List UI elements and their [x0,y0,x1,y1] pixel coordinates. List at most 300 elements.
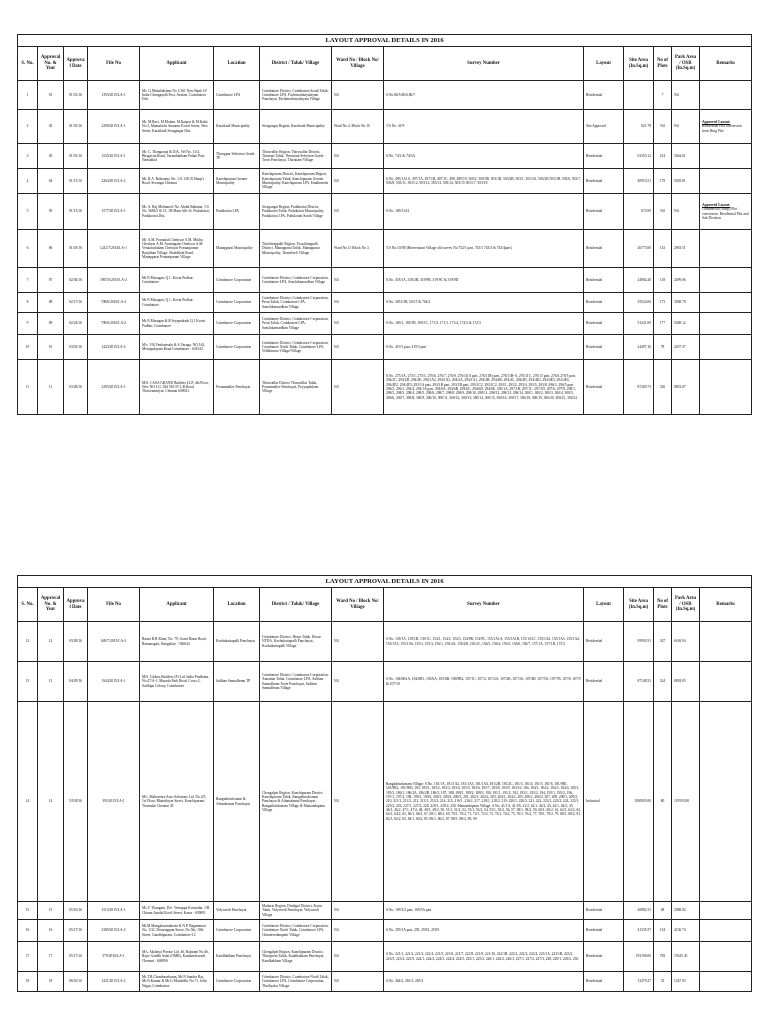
cell-layout: Residential [584,662,624,702]
cell-ward: Nil [332,144,384,169]
cell-plots: Nil [654,194,672,230]
cell-layout: Residential [584,335,624,360]
cell-park: 8818.05 [672,662,700,702]
cell-applicant: Mr. C. Thangaraja & D.K. Vel No. 11/4, Bhagavan Road, Varambakkam Palani Post, Namakkal [140,144,214,169]
cell-site: 87209.73 [624,360,654,415]
cell-layout: Residential [584,313,624,335]
cell-sno: 18 [18,972,38,992]
cell-applicant: Mr.N.Murugan, Q.1. Kovai Pudhur, Coimbatore [140,293,214,313]
cell-district: Coimbatore District, Coimbatore North Taluk, Coimbatore LPA, Coimbatore Corporation, Thudiyalur Village [260,972,332,992]
column-header: Park Area / OSR (In.Sq.m) [672,588,700,622]
cell-file: 2264/2015/LA-2 [88,169,140,194]
cell-applicant: Mr. R.A. Balusamy No. 1/A 138, B.Sharp's Road, Sivangai Chennai [140,169,214,194]
cell-file: 579/2016/LA-1 [88,942,140,972]
cell-remarks [700,230,752,268]
column-header: S. No. [18,588,38,622]
cell-appr: 16 [38,920,64,942]
cell-survey: S.No. 495/1A1A, 497/1A, 497/1B, 497/1C, 498, 499/19, 500/2, 500/3B, 503/1B, 503/2B, 503/1, 503/2A, 503/2B 503/3B, 503/6, 503/7, 503/8, 503/11, 503/12, 503/12, 503/13, 503/14, 503/15 503/17, 503/18 [384,169,584,194]
cell-sno: 13 [18,662,38,702]
cell-appr: 08 [38,293,64,313]
cell-survey: T.S No. 41/9 [384,110,584,144]
table-title: LAYOUT APPROVAL DETAILS IN 2016 [18,576,752,588]
cell-applicant: Ms.V. Thangam, D/o. Veerappa Kovundar, 1/B, Chinna Aandal Kovil Street, Karur - 639001 [140,902,214,920]
cell-appr: 03 [38,144,64,169]
table-row [18,920,752,942]
cell-site: 24497.16 [624,335,654,360]
cell-location: Vidyavedi Panchayat [214,902,260,920]
cell-location: Kandhakkam Panchayat [214,942,260,972]
cell-appr: 01 [38,81,64,110]
cell-survey: S.No. 109/3/2 part, 109/5A part [384,902,584,920]
cell-park: 2457.57 [672,335,700,360]
cell-location: Manapparai Municipality [214,230,260,268]
table-row [18,169,752,194]
cell-applicant: M/s. Mahaveera Auto Solutions Ltd. No.4/5, 1st Floor, Bharathiyar Street, Kanchipuram, Tirumalai Chennai 45 [140,702,214,902]
column-header: Approval Date [64,588,88,622]
cell-survey: S.No. 109/11A2 [384,194,584,230]
column-header: District / Taluk/ Village [260,588,332,622]
cell-plots: 326 [654,360,672,415]
cell-plots: 80 [654,702,672,902]
cell-ward: Nil [332,268,384,293]
column-header: Survey Number [384,47,584,81]
cell-park: 6169.94 [672,622,700,662]
cell-applicant: Mr. A. Raj Mohamed, No. Abdul Rahman, T.S No. 3684/3 & 13, 1B Main Alle St. Pudukottai, Pudukottai Dist. [140,194,214,230]
column-header: Applicant [140,588,214,622]
cell-location: Kanchipuram Greater Municipality [214,169,260,194]
cell-date: 06/10/16 [64,972,88,992]
cell-file: 708/6/2016/LA-2 [88,313,140,335]
table-row [18,335,752,360]
cell-applicant: M/S. CASA GRAND Builders LLP, 4th Floor, New NO.111, Old NO.55 L.B.Road, Thiruvanmiyur, Chennai 600041 [140,360,214,415]
table-row [18,144,752,169]
cell-file: 649/7/2015/LA-2 [88,622,140,662]
approval-table-2 [17,575,752,992]
cell-district: Madurai Region, Dindigul District, Karur Taluk, Vidyavedi Panchayat, Vidyavedi Village [260,902,332,920]
cell-location: Thiruppur Selection Grade TP [214,144,260,169]
cell-date: 01/01/16 [64,144,88,169]
column-header: File No [88,47,140,81]
cell-layout: Residential [584,268,624,293]
cell-date: 04/29/16 [64,662,88,702]
cell-remarks [700,194,752,230]
cell-applicant: Ms. G.Mahalakshmi No 1/161 New Bank Of India Chengapalli Post, Avinasi, Coimbatore Dist. [140,81,214,110]
cell-ward: Nil [332,293,384,313]
cell-district: Coimbatore District, Coimbatore Corporation, Perur Taluk, Coimbatore LPA, Sanchikamardhan Village [260,313,332,335]
cell-district: Coimbatore District, Coimbatore Corporation, Coimbatore North Taluk, Coimbatore LPA, Vellakinaru Village/Village [260,335,332,360]
cell-site: 193196.00 [624,942,654,972]
column-header: Location [214,588,260,622]
cell-sno: 11 [18,360,38,415]
cell-plots: 154 [654,920,672,942]
cell-date: 05/16/16 [64,902,88,920]
table-row [18,110,752,144]
cell-layout: Residential [584,194,624,230]
cell-district: Thiruvallur Region, Thiruvallur District, Tiruttani Taluk, Thiruttani Selection Grade Town Panchayat, Thiruttani Village [260,144,332,169]
cell-sno: 3 [18,144,38,169]
cell-layout: Industrial [584,702,624,902]
cell-remarks [700,360,752,415]
cell-date: 02/17/16 [64,293,88,313]
cell-survey: S.No. 74/2 & 74/3A [384,144,584,169]
cell-district: Tiruchirappalli Region, Tiruchirappalli District, Manapparai Taluk, Manapparai Municipality, Tirunelveli Village [260,230,332,268]
cell-file: 1241/7/2014/LA-1 [88,230,140,268]
cell-park: 5029.81 [672,169,700,194]
cell-location: Sulthan Samudhram TP [214,662,260,702]
column-header: Remarks [700,47,752,81]
cell-ward: Nil [332,194,384,230]
cell-remarks [700,293,752,313]
cell-survey: Rangathirukonam Village: S.No. 181/1A, 181/1A2, 181/1A3, 181/1A4, 181/2B, 181/2C, 181/3, 181/4, 181/5, 181/6, 181/9B1, 181/9B2, 181/9B3, 183, 183/1, 183/2, 183/3, 183/4, 183/5, 183/6, 183/7, 183/8, 183/9, 183/10, 184, 184/1, 184/2, 184/3, 184/4, 185/1, 185/2, 186/1, 186/2A, 186/2B, 186/3, 187, 188, 189/1, 189/2, 189/3, 190, 191/1, 191/2, 192, 193/1, 193/2, 194, 195/1, 195/2, 196, 197/1, 197/2, 198, 199/1, 199/2, 200/1, 200/2, 200/3, 201, 202/1, 202/2, 203, 204/1, 204/2, 205, 206/1, 206/2, 207, 208, 209/1, 209/2, 210, 211/1, 211/2, 212, 213/1, 213/2, 214, 215, 216/1, 216/2, 217, 218/1, 218/2, 219, 220/1, 220/2, 221, 222, 223/1, 223/2, 224, 225/1, 225/2, 226, 227/1, 227/2, 228, 229/1, 229/2, 230. Mamandapattu Village: S.No. 41/1A, 41/1B, 41/2, 42/1, 42/2, 43, 44/1, 44/2, 45, 46/1, 46/2, 47/1, 47/2, 48, 49/1, 49/2, 50, 51/1, 51/2, 52, 53/1, 53/2, 54, 55/1, 55/2, 56, 57, 58/1, 58/2, 59, 60/1, 60/2, 61, 62/1, 62/2, 63, 64/1, 64/2, 65, 66/1, 66/2, 67, 68/1, 68/2, 69, 70/1, 70/2, 71, 72/1, 72/2, 73, 74/1, 74/2, 75, 76/1, 76/2, 77, 78/1, 78/2, 79, 80/1, 80/2, 81, 82/1, 82/2, 83, 84/1, 84/2, 85, 86/1, 86/2, 87, 88/1, 88/2, 89, 90 [384,702,584,902]
cell-date: 5/9/2016 [64,702,88,902]
cell-appr: 11 [38,360,64,415]
cell-file: 1513/2015/LA-1 [88,902,140,920]
cell-layout: Residential [584,81,624,110]
cell-file: 1577/2015/LA-1 [88,194,140,230]
table-row [18,662,752,702]
column-header: Approval No. & Year [38,588,64,622]
table-row [18,313,752,335]
cell-park: 2499.06 [672,268,700,293]
column-header: Site Area (In.Sq.m) [624,47,654,81]
cell-date: 05/17/16 [64,942,88,972]
table-row [18,194,752,230]
cell-ward: Nil [332,942,384,972]
cell-site: 51241.00 [624,313,654,335]
cell-file: 1944/2015/LA-1 [88,662,140,702]
cell-ward: Nil [332,169,384,194]
cell-ward: Nil [332,902,384,920]
cell-district: Thiruvallur District Thiruvallur Taluk, Poonamallee Panchayat, Poyyapakkam Village [260,360,332,415]
cell-applicant: M/s. Akshaya Private Ltd. 46, Rajaram No.46, Rajiv Gandhi Salai (OMR), Kandanchavadi, Chennai - 600096 [140,942,214,972]
cell-ward: Ward No.11 Block No.3 [332,230,384,268]
cell-survey: S.No. 275/1A, 275/1, 275/5, 276/6, 276/7, 276/8, 276/11(A part, 276/11B) part, 276/11B-A, 276/11C, 276/13 part, 276/4 276/5 part, 294/2C, 294/2D, 294/2E, 294/1A2, 294/1A3, 294/2A, 294/1A1, 294/2B, 294/4B, 294/4C, 294/4D, 294/4E2, 294/4E3, 294/4F4, 294/4F2, 294/4F3, 293/1A part, 293/1B part, 293/1B part, 293/1C2, 293/1C2, 293/1, 293/2, 293/4, 293/5, 293/8, 296/3, 296/5 part 296/2, 296/1, 294/4, 294/1A part, 294/6A, 294/6B, 294/6C, 294/6D, 294/6E, 295/1A, 297/1B, 297/1C, 297/1D, 297/6, 297/8, 298/1, 298/2, 298/3, 298/4, 298/5, 298/6, 298/7, 298/8, 298/9, 298/10, 298/11, 298/12, 298/13, 298/14, 300/1, 300/2, 300/3, 300/4, 300/5, 300/6, 300/7, 300/8, 300/9, 300/10, 300/11, 300/12, 300/13, 300/14, 300/15, 300/16, 300/17, 300/18, 300/19, 300/20, 300/21, 300/22 [384,360,584,415]
cell-sno: 16 [18,920,38,942]
table-row [18,81,752,110]
cell-location: Karaikudi Municipality [214,110,260,144]
column-header: Layout [584,47,624,81]
cell-remarks [700,110,752,144]
cell-survey: T.S No.10/5B (Reservation Village old survey No.752/1 part, 743/1 743/3 & 743/4part) [384,230,584,268]
cell-sno: 17 [18,942,38,972]
cell-remarks [700,313,752,335]
cell-remarks [700,268,752,293]
cell-remarks [700,972,752,992]
cell-remarks [700,169,752,194]
cell-park: Nil [672,81,700,110]
column-header: File No [88,588,140,622]
table-row [18,902,752,920]
cell-remarks [700,662,752,702]
cell-applicant: Mr. A.M. Ponnaiah Chettiyar A.M. Muthu Chettiyar A.M. Arumugam Chettiyar A.M. Venkatachalam Chettiyar Ponnaipuram Ranjithan Village, Shoddikad Road, Manapparai Ponnaipuram Village [140,230,214,268]
cell-location: Coimbatore Corporation [214,972,260,992]
table-row [18,360,752,415]
cell-remarks [700,144,752,169]
cell-plots: 177 [654,313,672,335]
cell-park: 5464.61 [672,144,700,169]
cell-remarks [700,702,752,902]
cell-plots: 35 [654,972,672,992]
cell-survey: S.No. 3051/3B, 50/15 & 704/2 [384,293,584,313]
cell-survey: S.No.86/5,86/6,86/7 [384,81,584,110]
cell-applicant: Mr. M.Ravi, M.Mohan, M.Kaspar & M.Kalai No 2, Mamalachi Annanur Koval Street, New Street, Karaikudi Sivagangai Dist. [140,110,214,144]
cell-survey: S.No. 419/1 part, 419/3 part [384,335,584,360]
page-2 [17,575,751,992]
cell-plots: 118 [654,268,672,293]
cell-remarks [700,942,752,972]
column-header: Approval No. & Year [38,47,64,81]
cell-park: Nil [672,194,700,230]
cell-site: 24964.20 [624,268,654,293]
column-header: Approval Date [64,47,88,81]
cell-plots: 179 [654,169,672,194]
cell-date: 01/18/16 [64,230,88,268]
cell-district: Coimbatore District, Coimbatore Corporation, Perur Taluk, Coimbatore LPA, Sanchikamardhan Village [260,293,332,313]
cell-appr: 06 [38,230,64,268]
cell-appr: 12 [38,622,64,662]
cell-date: 05/17/16 [64,920,88,942]
cell-park: 119593.00 [672,702,700,902]
column-header: No of Plots [654,47,672,81]
cell-plots: 48 [654,902,672,920]
cell-district: Coimbatore District, Coimbatore Corporation, Annamar Taluk, Coimbatore LPA, Sulthan Samudhram Town Panchayat, Sulthan Samudhram Village [260,662,332,702]
cell-date: 03/28/16 [64,622,88,662]
cell-location: Kozhukattupalli Panchayat [214,622,260,662]
cell-sno: 15 [18,902,38,920]
cell-date: 02/24/16 [64,313,88,335]
cell-park: 19345.45 [672,942,700,972]
cell-survey: S.No. 259/1A part, 259, 259/2, 259/3 [384,920,584,942]
cell-sno: 6 [18,230,38,268]
cell-file: 1431/2015/LA-2 [88,972,140,992]
cell-district: Chengalpet Region, Kanchipuram District Kanchipuram Taluk, Rangathirukonam Panchayat & Athanalamai Panchayat, Rangathirukonam Village & Mamandapattu Village [260,702,332,902]
cell-location: Coimbatore Corporation [214,268,260,293]
cell-sno: 12 [18,622,38,662]
cell-appr: 14 [38,702,64,902]
cell-survey: S.No. 318/1A, 318/2B, 319/9B, 319/9C & 319/9D [384,268,584,293]
cell-file: 2389/2015/LA-2 [88,920,140,942]
cell-site: 87148.52 [624,662,654,702]
cell-file: 2293/2015/LA-1 [88,360,140,415]
cell-ward: Nil [332,313,384,335]
cell-file: 393/2015/LA-1 [88,702,140,902]
cell-layout: Residential [584,144,624,169]
column-header: Location [214,47,260,81]
cell-plots: 133 [654,230,672,268]
cell-layout: Residential [584,169,624,194]
cell-survey: S.No. 264/2, 265/1, 265/2 [384,972,584,992]
cell-site: 41335.57 [624,920,654,942]
cell-applicant: M/S. Globus Builders (P) Ltd. India Pradhana, No.47/A-1, Muruda Park Road, Cross-2, Sulthipu Colony, Coimbatore [140,662,214,702]
cell-sno: 1 [18,81,38,110]
cell-ward: Nil [332,920,384,942]
cell-date: 01/01/16 [64,81,88,110]
cell-site: 26773.00 [624,230,654,268]
cell-site: 1180905.00 [624,702,654,902]
cell-ward: Nil [332,335,384,360]
cell-remarks [700,902,752,920]
cell-appr: 09 [38,313,64,335]
cell-park: 2088.82 [672,902,700,920]
cell-appr: 02 [38,110,64,144]
cell-plots: 347 [654,622,672,662]
cell-file: 1525/2015/LA-1 [88,144,140,169]
cell-plots: 7 [654,81,672,110]
cell-site: 40953.51 [624,169,654,194]
cell-location: Ranguthirukonam & Athanalamai Panchayat [214,702,260,902]
remark-text: Commercial (Shop) Plot conversion. Residential Plot and Sub Division [702,207,749,220]
remark-title: Approved Layout: [702,120,731,125]
cell-location: Coimbatore Corporation [214,293,260,313]
cell-district: Coimbatore District, Coimbatore Corporation, Coimbatore LPA, Sanchikamardhan Village [260,268,332,293]
cell-appr: 13 [38,662,64,702]
cell-park: 5268.12 [672,313,700,335]
cell-park: 3508.78 [672,293,700,313]
remark-text: Residential Plot conversion from Ring Plot [702,124,742,133]
cell-district: Coimbatore District, Coimbatore South Taluk, Coimbatore LPA, Pachimuthiayalayam Panchayat, Pachimuthiayalayam Village [260,81,332,110]
cell-file: 1867/6/2015/LA-2 [88,268,140,293]
cell-district: Sivagangai Region, Pudukottai District, Pudukottai Taluk, Pudukottai Municipality, Pudukottai LPA, Pudukottai South Village [260,194,332,230]
cell-site: 921.78 [624,110,654,144]
cell-site [624,81,654,110]
cell-layout: Residential [584,293,624,313]
column-header: Layout [584,588,624,622]
table-row [18,942,752,972]
column-header: Applicant [140,47,214,81]
cell-remarks [700,622,752,662]
cell-district: Coimbatore District, Coimbatore Corporation, Coimbatore North Taluk, Coimbatore LPA, Chinnavedampatti Village [260,920,332,942]
cell-park: 4136.74 [672,920,700,942]
cell-plots: 783 [654,942,672,972]
cell-location: Coimbatore LPA [214,81,260,110]
cell-layout: Residential [584,942,624,972]
cell-sno: 2 [18,110,38,144]
cell-plots: 214 [654,144,672,169]
cell-ward: Nil [332,360,384,415]
cell-location: Poonamallee Panchayat [214,360,260,415]
cell-ward: Nil [332,622,384,662]
cell-remarks [700,920,752,942]
cell-appr: 15 [38,902,64,920]
cell-layout: Residential [584,902,624,920]
cell-park: 8853.07 [672,360,700,415]
remark-title: Approved Layout: [702,202,731,207]
cell-applicant: Ranea R.R.Khan, No. 79, Grant Bazar Road, Ramanagari, Bangalore - 560044 [140,622,214,662]
cell-applicant: Mr.M.Mangalasundaram & N.P. Bagammon No. 1/32, Desariappan Street, No.5th, 10th Street, Gandhipuram, Coimbatore-12 [140,920,214,942]
cell-district: Sivagangai Region, Karaikudi Municipality [260,110,332,144]
cell-layout: Residential [584,360,624,415]
table-row [18,702,752,902]
cell-survey: S.No. 169/1, 169/1B, 169/1C, 171/3, 171/1, 171/4, 172/2 & 172/3 [384,313,584,335]
cell-park: 1347.93 [672,972,700,992]
cell-date: 01/13/16 [64,194,88,230]
cell-sno: 4 [18,169,38,194]
cell-district: Chengalpet Region, Kanchipuram District, Thiruporur Taluk, Kandhakkam Panchayat, Kandhakkam Village [260,942,332,972]
cell-layout: Residential [584,230,624,268]
column-header: Remarks [700,588,752,622]
cell-appr: 17 [38,942,64,972]
table-row [18,230,752,268]
cell-layout: Residential [584,920,624,942]
cell-plots: 173 [654,293,672,313]
cell-sno: 8 [18,293,38,313]
table-row [18,622,752,662]
cell-ward: Ward No.4, Block No.10 [332,110,384,144]
approval-table-1 [17,34,752,415]
cell-file: 708/6/2016/LA-2 [88,293,140,313]
cell-appr: 10 [38,335,64,360]
column-header: Park Area / OSR (In.Sq.m) [672,47,700,81]
cell-site: 95992.91 [624,622,654,662]
cell-site: 63355.12 [624,144,654,169]
cell-plots: 324 [654,662,672,702]
cell-site: 13479.27 [624,972,654,992]
cell-appr: 07 [38,268,64,293]
column-header: Survey Number [384,588,584,622]
cell-location: Coimbatore Corporation [214,313,260,335]
cell-appr: 05 [38,194,64,230]
column-header: District / Taluk/ Village [260,47,332,81]
table-row [18,972,752,992]
cell-sno: 14 [18,702,38,902]
cell-ward: Nil [332,702,384,902]
cell-site: 672.00 [624,194,654,230]
cell-layout: Residential [584,622,624,662]
cell-applicant: Mr.T.R.Chandrasekaran, Mr.N.Sundar Raj, Mr.N.Kumar & Mr.G.Muralidhr No.71, Jothi Nagar, Coimbatore [140,972,214,992]
cell-applicant: Mr.N.Murugan, Q.1. Kovai Pudhur, Coimbatore [140,268,214,293]
cell-ward: Nil [332,662,384,702]
page-1 [17,34,751,415]
cell-park: Nil [672,110,700,144]
cell-date: 01/01/16 [64,110,88,144]
table-title: LAYOUT APPROVAL DETAILS IN 2016 [18,35,752,47]
cell-sno: 10 [18,335,38,360]
cell-location: Coimbatore Corporation [214,920,260,942]
cell-ward: Nil [332,81,384,110]
cell-appr: 18 [38,972,64,992]
cell-plots: Nil [654,110,672,144]
cell-applicant: Mr.N.Murugan & R.Jeyaprakash Q.1 Kovai Pudhur, Coimbatore [140,313,214,335]
cell-site: 20882.53 [624,902,654,920]
cell-remarks [700,81,752,110]
cell-layout: Site Approval [584,110,624,144]
cell-survey: S.No. 104/6B1A, 104/6B1, 105/6A, 105/6B, 106/9B2, 107/1C, 107/2, 107/2A, 107/2B, 107/3A, 107/4B, 107/5A, 107/7B, 107/8, 107/9 & 107/10 [384,662,584,702]
cell-file: 1423/2015/LA-2 [88,335,140,360]
cell-file: 2299/2015/LA-1 [88,110,140,144]
cell-date: 01/13/16 [64,169,88,194]
cell-plots: 78 [654,335,672,360]
cell-file: 1393/2015/LA-1 [88,81,140,110]
cell-location: Pudukottai LPA [214,194,260,230]
table-row [18,268,752,293]
cell-district: Coimbatore District, Hosur Taluk, Hosur NTDA, Kozhukattupalli Panchayat, Kozhukattupalli Village [260,622,332,662]
cell-location: Coimbatore Corporation [214,335,260,360]
cell-date: 02/04/16 [64,268,88,293]
column-header: Ward No / Block No/ Village [332,47,384,81]
column-header: Site Area (In.Sq.m) [624,588,654,622]
cell-date: 03/01/16 [64,335,88,360]
cell-sno: 7 [18,268,38,293]
cell-park: 2903.51 [672,230,700,268]
cell-survey: S.No. 139/1A, 139/1B, 139/1C, 154/1, 154/2, 154/3, 154/9B, 154/9C, 155/1A1A, 155/1A1B, 155/1A1C, 155/1A2, 155/1A3, 155/1A4, 155/1A5, 155/1A6, 155/2, 155/3, 156/1, 156/2A, 156/2B, 156/2C, 156/3, 156/4, 156/5, 156/6, 156/7, 157/1A, 157/1B, 157/2 [384,622,584,662]
cell-survey: S.No. 221/1, 221/2, 221/3, 221/4, 221/5, 221/6, 221/7, 221/8, 221/9, 221/10, 222/1B, 222/2, 222/3, 222/4, 223/1A, 223/1B, 223/2, 223/3, 223/4, 223/5, 224/1, 224/2, 224/3, 224/4, 224/5, 225/1, 225/2, 226/1, 226/2, 226/3, 227/1, 227/2, 227/3, 228, 229/1, 229/2, 230 [384,942,584,972]
cell-layout: Residential [584,972,624,992]
table-row [18,293,752,313]
cell-sno: 5 [18,194,38,230]
cell-site: 35524.00 [624,293,654,313]
cell-ward: Nil [332,972,384,992]
cell-sno: 9 [18,313,38,335]
